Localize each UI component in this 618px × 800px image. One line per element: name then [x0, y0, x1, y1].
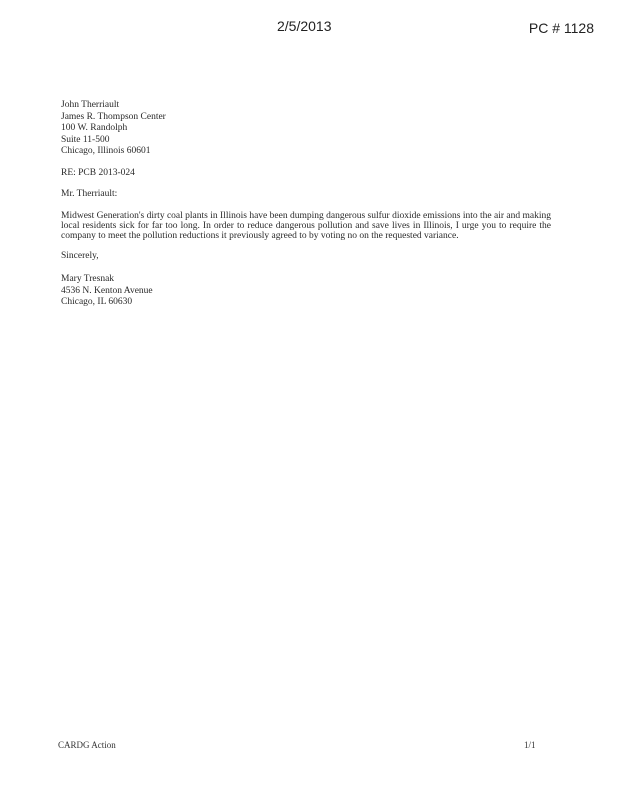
recipient-city: Chicago, Illinois 60601: [61, 146, 151, 156]
recipient-suite: Suite 11-500: [61, 134, 110, 145]
header-pc-number: PC # 1128: [528, 20, 594, 36]
page-header: [0, 18, 618, 42]
recipient-address: [61, 100, 551, 158]
salutation: Mr. Therriault:: [61, 189, 118, 199]
footer-page-number: 1/1: [524, 740, 536, 750]
letter: [61, 100, 551, 309]
signature-street: 4536 N. Kenton Avenue: [61, 285, 153, 296]
closing: Sincerely,: [61, 250, 99, 261]
signature-city: Chicago, IL 60630: [61, 297, 133, 307]
recipient-organization: James R. Thompson Center: [61, 111, 166, 122]
re-line: RE: PCB 2013-024: [61, 167, 135, 178]
signature-block: [61, 274, 551, 309]
recipient-name: John Therriault: [61, 100, 120, 110]
body-paragraph: Midwest Generation's dirty coal plants in Illinois have been dumping dangerous sulfur dioxide emissions into the air and making local residents sick for far too long. In order to reduce dangerous pollution and save lives in Illinois, I urge you to require the company to meet the pollution reductions it previously agreed to by voting no on the requested variance.: [61, 210, 551, 241]
signature-name: Mary Tresnak: [61, 274, 115, 284]
footer-source: CARDG Action: [58, 740, 116, 750]
header-date: 2/5/2013: [277, 18, 332, 34]
recipient-street: 100 W. Randolph: [61, 123, 128, 133]
